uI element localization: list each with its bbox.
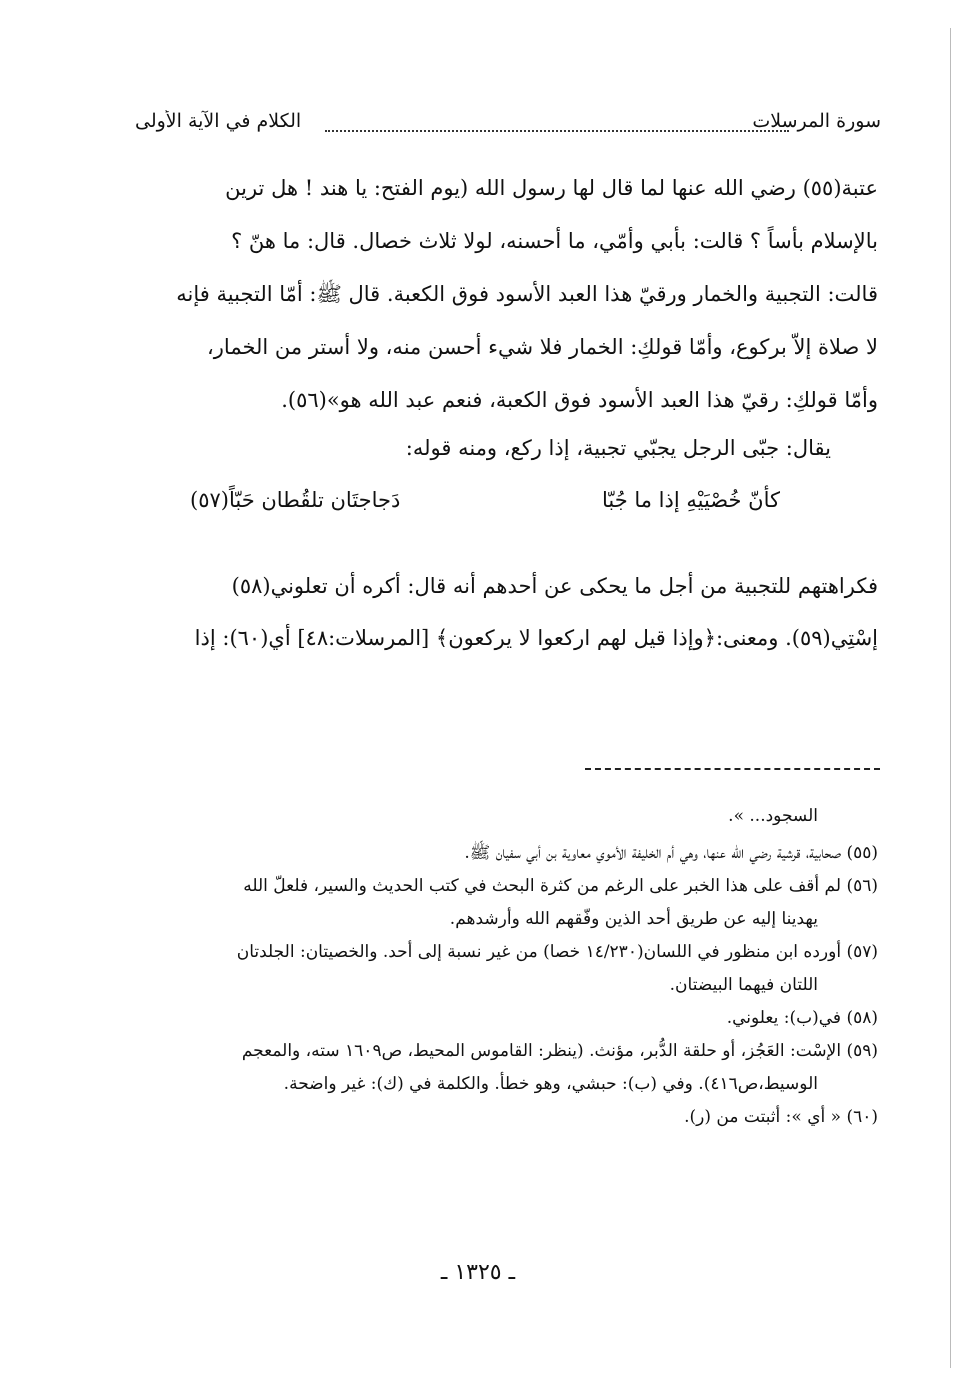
footnote-57: (٥٧) أورده ابن منظور في اللسان(١٤/٢٣٠ خصا) من غير نسبة إلى أحد. والخصيتان: الجلدتان bbox=[236, 942, 878, 962]
text-line: وأمّا قولكِ: رقيّ هذا العبد الأسود فوق الكعبة، فنعم عبد الله هو»(٥٦). bbox=[281, 388, 878, 412]
main-text-block bbox=[134, 162, 878, 427]
footnote-60: (٦٠) « أي »: أثبتت من (ر). bbox=[684, 1107, 878, 1127]
footnote-carryover: السجود... ». bbox=[728, 806, 818, 826]
verse-first-hemistich: كأنّ خُصْيَيْهِ إذا ما جُبّا bbox=[601, 488, 780, 512]
text-line: لا صلاة إلاّ بركوع، وأمّا قولكِ: الخمار فلا شيء أحسن منه، ولا أستر من الخمار، bbox=[207, 335, 878, 359]
text-line: قالت: التجبية والخمار ورقيّ هذا العبد الأسود فوق الكعبة. قال ﷺ: أمّا التجبية فإنه bbox=[176, 282, 878, 306]
page-edge-line bbox=[950, 28, 951, 1368]
footnotes-block bbox=[134, 800, 878, 1134]
verse-intro: يقال: جبّى الرجل يجبّي تجبية، إذا ركع، ومنه قوله: bbox=[405, 436, 831, 460]
header-topic-title: الكلام في الآية الأولى bbox=[135, 110, 302, 132]
poetry-verse bbox=[190, 488, 780, 528]
footnote-58: (٥٨) في(ب): يعلوني. bbox=[726, 1008, 878, 1028]
text-line: فكراهتهم للتجبية من أجل ما يحكى عن أحدهم أنه قال: أكره أن تعلوني(٥٨) bbox=[231, 574, 878, 598]
header-dot-leader bbox=[325, 110, 789, 132]
footnote-56: (٥٦) لم أقف على هذا الخبر على الرغم من كثرة البحث في كتب الحديث والسير، فلعلّ الله bbox=[243, 876, 878, 896]
footnote-57-continued: اللتان فيهما البيضتان. bbox=[669, 975, 818, 995]
text-line: بالإسلام بأساً ؟ قالت: بأبي وأمّي، ما أحسنه، لولا ثلاث خصال. قال: ما هنّ ؟ bbox=[231, 229, 878, 253]
footnote-separator bbox=[585, 768, 880, 770]
footnote-59-continued: الوسيط،ص٤١٦). وفي (ب): حبشي، وهو خطأ. والكلمة في (ك): غير واضحة. bbox=[283, 1074, 818, 1094]
footnote-59: (٥٩) الإسْت: العَجُز، أو حلقة الدُّبر، مؤنث. (ينظر: القاموس المحيط، ص١٦٠٩ سته، والمعجم bbox=[241, 1041, 878, 1061]
text-line: إسْتِي(٥٩). ومعنى:﴿وإذا قيل لهم اركعوا لا يركعون﴾ [المرسلات:٤٨] أي(٦٠): إذا bbox=[194, 626, 878, 650]
main-text-block-2 bbox=[134, 560, 878, 664]
footnote-56-continued: يهدينا إليه عن طريق أحد الذين وفّقهم الله وأرشدهم. bbox=[449, 909, 818, 929]
running-header bbox=[135, 110, 881, 144]
footnote-55: (٥٥) صحابية، قرشية رضي الله عنها، وهي أم الخليفة الأموي معاوية بن أبي سفيان ﷺ. bbox=[464, 843, 878, 863]
verse-second-hemistich: دَجاجتَان تلقُطان حَبّاً(٥٧) bbox=[190, 488, 401, 512]
page-number: ـ ١٣٢٥ ـ bbox=[440, 1260, 516, 1285]
text-line: عتبة(٥٥) رضي الله عنها لما قال لها رسول الله (يوم الفتح: يا هند ! هل ترين bbox=[225, 176, 878, 200]
header-surah-title: سورة المرسلات bbox=[752, 110, 881, 132]
